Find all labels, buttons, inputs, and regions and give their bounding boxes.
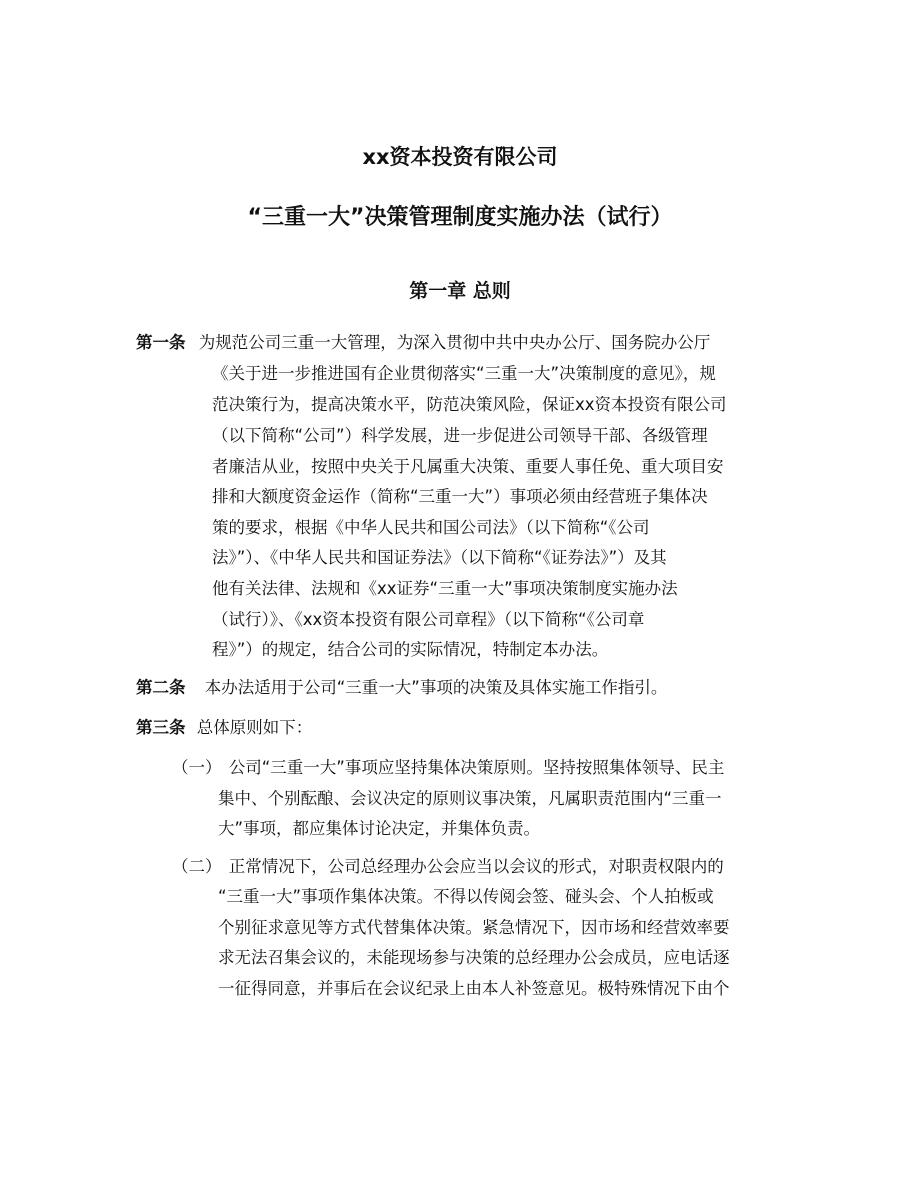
article-1-text-line: 策的要求，根据《中华人民共和国公司法》（以下简称“《公司 <box>212 518 650 537</box>
chapter-heading: 第一章 总则 <box>409 280 511 302</box>
article-1-text-line: 程》”）的规定，结合公司的实际情况，特制定本办法。 <box>212 640 609 659</box>
article-1-label: 第一条 <box>136 333 186 352</box>
item-2-text-line: 一征得同意，并事后在会议纪录上由本人补签意见。极特殊情况下由个 <box>218 979 730 998</box>
article-1-text-line: 为规范公司三重一大管理，为深入贯彻中共中央办公厅、国务院办公厅 <box>198 333 711 352</box>
document-title: “三重一大”决策管理制度实施办法（试行） <box>247 205 673 230</box>
item-2-text-line: 正常情况下，公司总经理办公会应当以会议的形式，对职责权限内的 <box>228 857 724 876</box>
item-1-label: （一） <box>172 758 222 777</box>
article-2 <box>136 678 667 698</box>
item-1-first-line <box>172 758 724 778</box>
article-1-text-line: 范决策行为，提高决策水平，防范决策风险，保证xx资本投资有限公司 <box>212 395 727 414</box>
article-3 <box>136 718 312 738</box>
company-title: xx资本投资有限公司 <box>362 145 558 169</box>
article-1-first-line <box>136 333 710 353</box>
article-3-label: 第三条 <box>136 718 186 737</box>
item-2-label: （二） <box>172 857 222 876</box>
article-1-text-line: 他有关法律、法规和《xx证券“三重一大”事项决策制度实施办法 <box>212 579 678 598</box>
article-2-text: 本办法适用于公司“三重一大”事项的决策及具体实施工作指引。 <box>204 678 668 697</box>
item-1-text-line: 公司“三重一大”事项应坚持集体决策原则。坚持按照集体领导、民主 <box>228 758 725 777</box>
item-2-text-line: 求无法召集会议的，未能现场参与决策的总经理办公会成员，应电话逐 <box>218 948 730 967</box>
article-1-text-line: 法》”）、《中华人民共和国证券法》（以下简称“《证券法》”）及其 <box>212 548 667 567</box>
article-1-text-line: （试行）》、《xx资本投资有限公司章程》（以下简称“《公司章 <box>212 610 645 629</box>
item-1-text-line: 大”事项，都应集体讨论决定，并集体负责。 <box>218 819 541 838</box>
article-1-text-line: 《关于进一步推进国有企业贯彻落实“三重一大”决策制度的意见》，规 <box>212 364 716 383</box>
item-2-text-line: “三重一大”事项作集体决策。不得以传阅会签、碰头会、个人拍板或 <box>218 887 714 906</box>
article-3-text: 总体原则如下： <box>196 718 313 737</box>
item-2-first-line <box>172 857 724 877</box>
article-1-text-line: 者廉洁从业，按照中央关于凡属重大决策、重要人事任免、重大项目安 <box>212 457 724 476</box>
article-1-text-line: （以下简称“公司”）科学发展，进一步促进公司领导干部、各级管理 <box>212 426 708 445</box>
article-2-label: 第二条 <box>136 678 186 697</box>
item-2-text-line: 个别征求意见等方式代替集体决策。紧急情况下，因市场和经营效率要 <box>218 918 730 937</box>
item-1-text-line: 集中、个别酝酿、会议决定的原则议事决策，凡属职责范围内“三重一 <box>218 789 722 808</box>
article-1-text-line: 排和大额度资金运作（简称“三重一大”）事项必须由经营班子集体决 <box>212 487 708 506</box>
